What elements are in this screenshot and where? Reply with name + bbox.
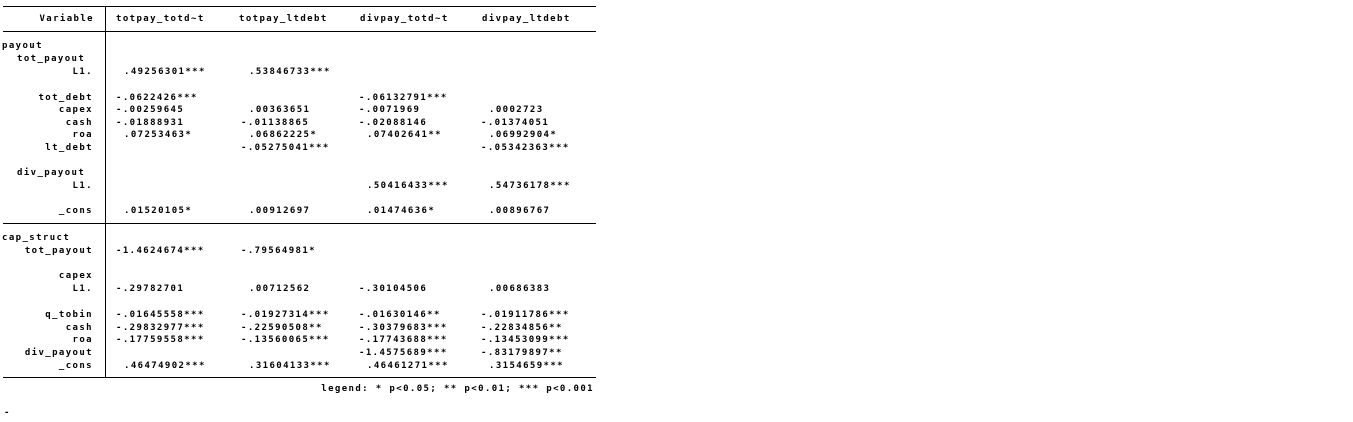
row-label: tot_payout [17,54,86,64]
coef-cell: -.17743688*** [359,335,448,345]
row-label: div_payout [24,348,93,358]
coef-cell: .06992904* [489,130,558,140]
coef-cell: -1.4575689*** [359,348,448,358]
coef-cell: .53846733*** [249,67,331,77]
coef-cell: -.01645558*** [116,310,205,320]
coef-cell: -.05275041*** [241,143,330,153]
row-label: lt_debt [45,143,93,153]
coef-cell: -.0622426*** [116,93,198,103]
body-column-divider [105,31,106,377]
coef-cell: -.0071969 [359,105,421,115]
header-col-3: divpay_totd~t [360,14,449,24]
coef-cell: .0002723 [489,105,544,115]
coef-cell: .31604133*** [249,361,331,371]
coef-cell: -.01927314*** [241,310,330,320]
coef-cell: -.13453099*** [481,335,570,345]
coef-cell: .3154659*** [489,361,565,371]
row-label: div_payout [17,168,86,178]
coef-cell: .00686383 [489,284,551,294]
header-col-4: divpay_ltdebt [482,14,571,24]
results-prompt-dash: - [4,408,11,418]
coef-cell: -.29782701 [116,284,185,294]
coef-cell: .01520105* [124,206,193,216]
row-label: _cons [58,361,93,371]
coef-cell: .06862225* [249,130,318,140]
coef-cell: -.83179897** [481,348,563,358]
coef-cell: -.22590508** [241,323,323,333]
row-label: tot_payout [24,246,93,256]
coef-cell: .00712562 [249,284,311,294]
coef-cell: -.05342363*** [481,143,570,153]
row-label: cash [65,323,93,333]
coef-cell: -.01911786*** [481,310,570,320]
header-col-2: totpay_ltdebt [239,14,328,24]
coef-cell: .00896767 [489,206,551,216]
row-label: roa [72,335,93,345]
row-label: cash [65,118,93,128]
header-col-1: totpay_totd~t [116,14,205,24]
coef-cell: .46474902*** [124,361,206,371]
row-label: capex [58,105,93,115]
table-top-rule [3,6,596,7]
coef-cell: -.01374051 [481,118,550,128]
coef-cell: -.13560065*** [241,335,330,345]
coef-cell: -.01630146** [359,310,441,320]
row-label: _cons [58,206,93,216]
row-label: capex [58,271,93,281]
row-label: payout [2,41,43,51]
coef-cell: .54736178*** [489,181,571,191]
row-label: cap_struct [2,233,71,243]
coef-cell: -1.4624674*** [116,246,205,256]
row-label: q_tobin [45,310,93,320]
coef-cell: -.06132791*** [359,93,448,103]
equation-separator-rule [3,223,596,224]
table-bottom-rule [3,377,596,378]
coef-cell: .01474636* [367,206,436,216]
coef-cell: .07253463* [124,130,193,140]
coef-cell: .46461271*** [367,361,449,371]
significance-legend: legend: * p<0.05; ** p<0.01; *** p<0.001 [321,384,594,394]
row-label: L1. [72,67,93,77]
coef-cell: -.30379683*** [359,323,448,333]
coef-cell: .00363651 [249,105,311,115]
row-label: tot_debt [38,93,93,103]
coef-cell: .50416433*** [367,181,449,191]
coef-cell: .00912697 [249,206,311,216]
header-variable: Variable [39,14,94,24]
coef-cell: -.30104506 [359,284,428,294]
coef-cell: .49256301*** [124,67,206,77]
coef-cell: -.17759558*** [116,335,205,345]
header-rule [3,31,596,32]
coef-cell: -.79564981* [241,246,317,256]
coef-cell: .07402641** [367,130,443,140]
coef-cell: -.22834856** [481,323,563,333]
row-label: L1. [72,181,93,191]
coef-cell: -.00259645 [116,105,185,115]
coef-cell: -.01888931 [116,118,185,128]
row-label: roa [72,130,93,140]
header-column-divider [105,6,106,31]
coef-cell: -.02088146 [359,118,428,128]
row-label: L1. [72,284,93,294]
coef-cell: -.01138865 [241,118,310,128]
coef-cell: -.29832977*** [116,323,205,333]
